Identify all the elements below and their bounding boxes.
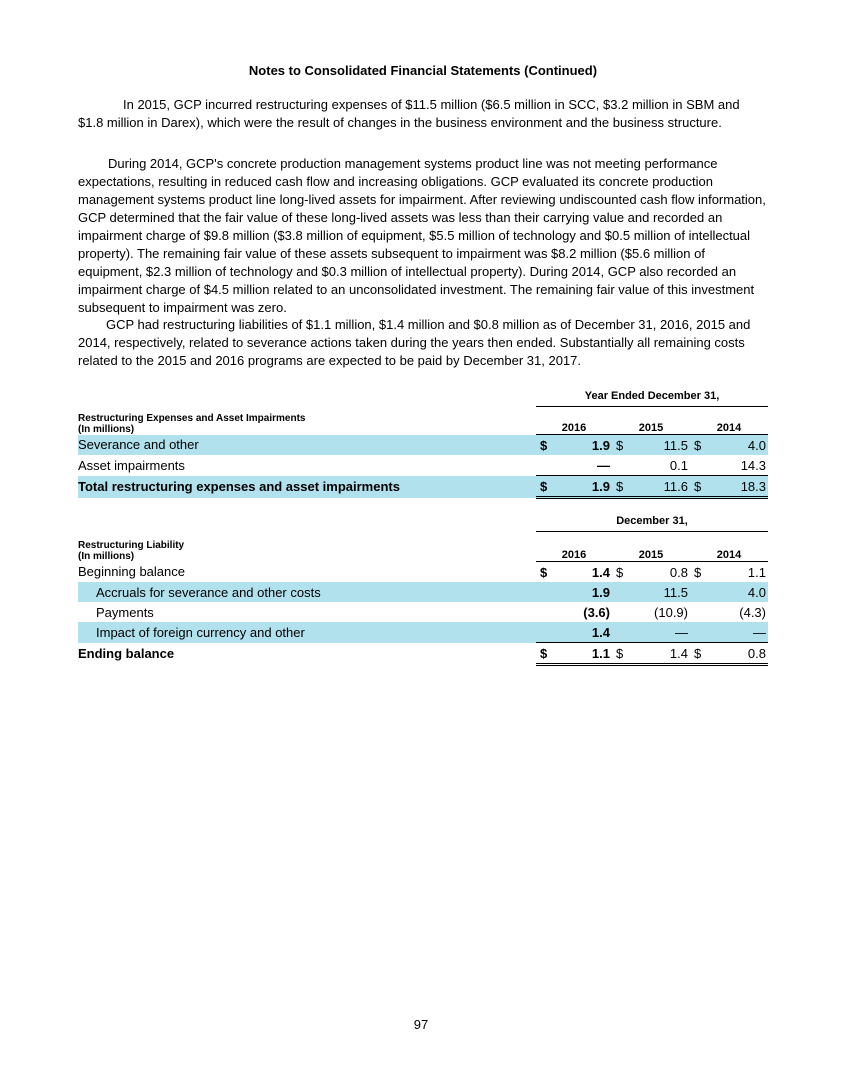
table-row: Severance and other $ 1.9 $ 11.5 $ 4.0 — [78, 435, 768, 456]
year-header-2014: 2014 — [690, 532, 768, 562]
table-row: Payments (3.6) (10.9) (4.3) — [96, 604, 766, 620]
table-label: Restructuring Expenses and Asset Impairments (In millions) — [78, 412, 306, 435]
period-header: December 31, — [536, 511, 768, 532]
year-header-2016: 2016 — [536, 532, 612, 562]
table-row: Beginning balance $ 1.4 $ 0.8 $ 1.1 — [78, 564, 766, 580]
year-header-2015: 2015 — [612, 532, 690, 562]
year-header-2016: 2016 — [536, 407, 612, 435]
year-header-2015: 2015 — [612, 407, 690, 435]
table-row: Asset impairments — 0.1 14.3 — [78, 457, 766, 473]
restructuring-liability-table — [78, 511, 768, 666]
table-row-total: Ending balance $ 1.1 $ 1.4 $ 0.8 — [78, 643, 768, 665]
page-title: Notes to Consolidated Financial Statements (Continued) — [248, 63, 598, 78]
paragraph-2014-impairment: During 2014, GCP's concrete production management systems product line was not meeting performance expectations, resulting in reduced cash flow and increasing obligations. GCP evaluated its concrete production management systems product line long-lived assets for impairment. After reviewing undiscounted cash flow information, GCP determined that the fair value of these long-lived assets was less than their carrying value and recorded an impairment charge of $9.8 million ($3.8 million of equipment, $5.5 million of technology and $0.5 million of intellectual property). The remaining fair value of these assets subsequent to impairment was $8.2 million ($5.6 million of equipment, $2.3 million of technology and $0.3 million of intellectual property). During 2014, GCP also recorded an impairment charge of $4.5 million related to an unconsolidated investment. The remaining fair value of this investment subsequent to impairment was zero. — [78, 156, 766, 315]
table-label: Restructuring Liability (In millions) — [78, 539, 185, 562]
paragraph-2015-restructuring: In 2015, GCP incurred restructuring expenses of $11.5 million ($6.5 million in SCC, $3.2 million in SBM and $1.8 million in Darex), which were the result of changes in the business environment and the business structure. — [78, 97, 740, 130]
period-header: Year Ended December 31, — [536, 386, 768, 407]
year-header-2014: 2014 — [690, 407, 768, 435]
page-number: 97 — [413, 1017, 429, 1032]
table-row-total: Total restructuring expenses and asset impairments $ 1.9 $ 11.6 $ 18.3 — [78, 476, 768, 498]
table-row: Impact of foreign currency and other 1.4 — — — [78, 622, 768, 643]
paragraph-restructuring-liabilities: GCP had restructuring liabilities of $1.1 million, $1.4 million and $0.8 million as of December 31, 2016, 2015 and 2014, respectively, related to severance actions taken during the years then ended. Substantially all remaining costs related to the 2015 and 2016 programs are expected to be paid by December 31, 2017. — [78, 317, 751, 368]
table-row: Accruals for severance and other costs 1.9 11.5 4.0 — [78, 582, 768, 602]
restructuring-expenses-table — [78, 386, 768, 499]
